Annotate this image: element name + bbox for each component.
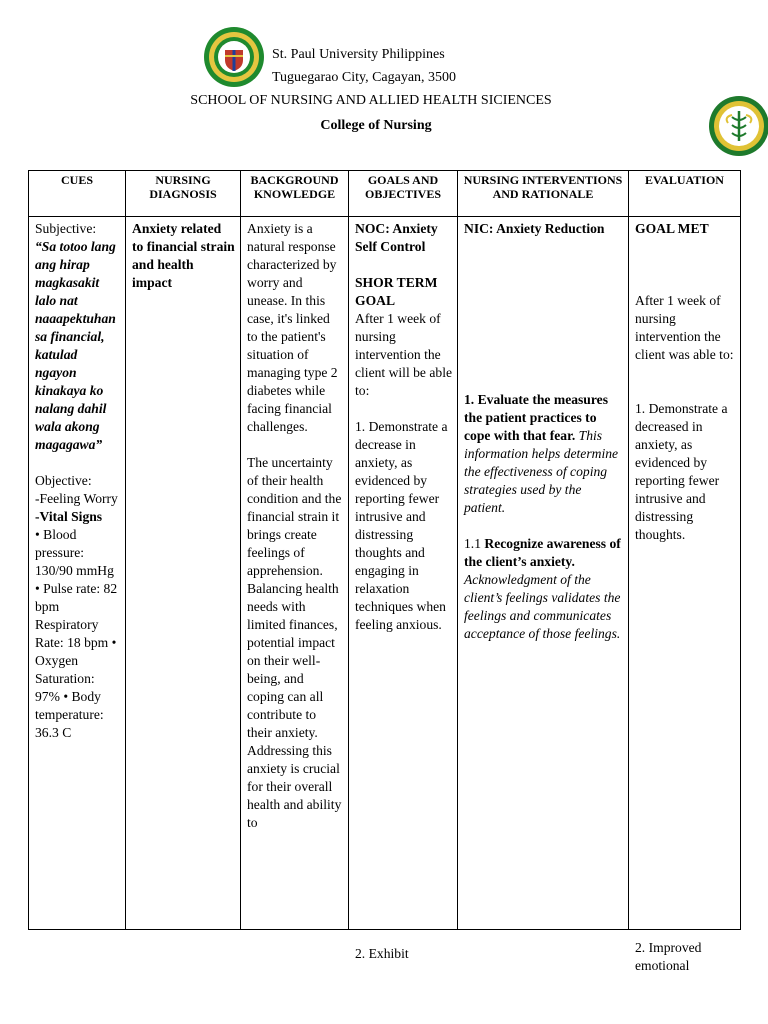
column-header-background: BACKGROUND KNOWLEDGE xyxy=(241,171,349,217)
column-header-diagnosis: NURSING DIAGNOSIS xyxy=(126,171,241,217)
school-name: SCHOOL OF NURSING AND ALLIED HEALTH SICIENCES xyxy=(190,93,552,108)
nursing-diagnosis-text: Anxiety related to financial strain and health impact xyxy=(132,221,235,290)
vital-signs-values: • Blood pressure: 130/90 mmHg • Pulse rate: 82 bpm Respiratory Rate: 18 bpm • Oxygen Saturation: 97% • Body temperature: 36.3 C xyxy=(35,527,118,740)
goals-cell xyxy=(349,217,458,961)
column-header-evaluation: EVALUATION xyxy=(629,171,741,217)
university-seal-logo xyxy=(203,26,265,88)
goals-intro: After 1 week of nursing intervention the client will be able to: xyxy=(355,311,453,398)
intervention-1-title: 1. Evaluate the measures the patient practices to cope with that fear. xyxy=(464,392,608,443)
objective-label: Objective: xyxy=(35,473,92,488)
goal-item-1: 1. Demonstrate a decrease in anxiety, as evidenced by reporting fewer intrusive and distressing thoughts and engaging in relaxation techniques when feeling anxious. xyxy=(355,419,448,632)
diagnosis-cell xyxy=(126,217,241,930)
subjective-label: Subjective: xyxy=(35,221,97,236)
evaluation-item-1: 1. Demonstrate a decreased in anxiety, as evidenced by reporting fewer intrusive and distressing thoughts. xyxy=(635,401,728,542)
evaluation-intro: After 1 week of nursing intervention the client was able to: xyxy=(635,293,734,362)
intervention-item-1 xyxy=(464,391,623,517)
intervention-1-1-rationale: Acknowledgment of the client’s feelings validates the feelings and communicates acceptance of those feelings. xyxy=(464,572,621,641)
column-header-goals: GOALS AND OBJECTIVES xyxy=(349,171,458,217)
column-header-interventions: NURSING INTERVENTIONS AND RATIONALE xyxy=(458,171,629,217)
objective-feeling: -Feeling Worry xyxy=(35,491,118,506)
intervention-1-1-title: Recognize awareness of the client’s anxiety. xyxy=(464,536,621,569)
university-name: St. Paul University Philippines xyxy=(272,47,445,62)
nursing-care-plan-table xyxy=(28,170,741,973)
cues-cell xyxy=(29,217,126,930)
subjective-quote: “Sa totoo lang ang hirap magkasakit lalo nat naaapektuhan sa financial, katulad ngayon kinakaya ko nalang dahil wala akong magagawa” xyxy=(35,239,116,452)
interventions-cell xyxy=(458,217,629,930)
table-body-row xyxy=(29,217,741,930)
table-header-row xyxy=(29,171,741,217)
background-paragraph-1: Anxiety is a natural response characterized by worry and unease. In this case, it's linked to the patient's situation of managing type 2 diabetes while facing financial challenges. xyxy=(247,221,338,434)
goal-item-2: 2. Exhibit xyxy=(355,946,409,961)
nic-label: NIC: Anxiety Reduction xyxy=(464,221,605,236)
intervention-1-rationale: This information helps determine the effectiveness of coping strategies used by the patient. xyxy=(464,428,619,515)
background-paragraph-2: The uncertainty of their health condition and the financial strain it brings create feelings of apprehension. Balancing health needs with limited finances, potential impact on their well-being, and coping can all contribute to their anxiety. Addressing this anxiety is crucial for their overall health and ability to xyxy=(247,455,342,830)
college-name: College of Nursing xyxy=(320,118,432,133)
evaluation-item-2: 2. Improved emotional xyxy=(635,940,702,973)
goal-met-status: GOAL MET xyxy=(635,221,709,236)
vital-signs-label: -Vital Signs xyxy=(35,509,103,524)
intervention-item-1-1 xyxy=(464,535,623,643)
university-address: Tuguegarao City, Cagayan, 3500 xyxy=(272,70,457,85)
evaluation-cell xyxy=(629,217,741,973)
background-cell xyxy=(241,217,349,930)
short-term-goal-label: SHOR TERM GOAL xyxy=(355,275,438,308)
intervention-1-1-number: 1.1 xyxy=(464,536,485,551)
noc-label: NOC: Anxiety Self Control xyxy=(355,221,438,254)
column-header-cues: CUES xyxy=(29,171,126,217)
